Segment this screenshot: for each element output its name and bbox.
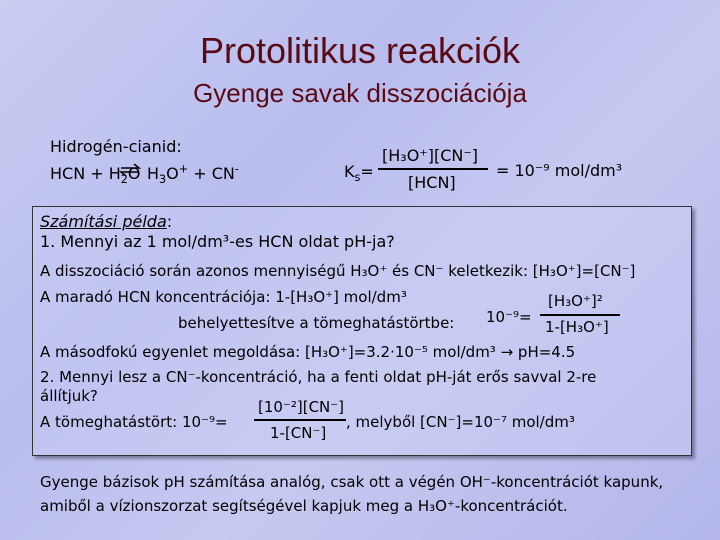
equilibrium-arrow-icon — [119, 162, 141, 178]
line-1: A disszociáció során azonos mennyiségű H₃O⁺ és CN⁻ keletkezik: [H₃O⁺]=[CN⁻] — [40, 262, 636, 280]
line-3: behelyettesítve a tömeghatástörtbe: — [178, 314, 455, 332]
question-2b: állítjuk? — [40, 387, 98, 405]
reaction-left: HCN + $H_2O$ — [50, 164, 141, 187]
footer-line-1: Gyenge bázisok pH számítása analóg, csak ott a végén OH⁻-koncentrációt kapunk, — [40, 473, 664, 491]
fraction1-line — [540, 314, 620, 316]
ks-denominator: [HCN] — [408, 173, 456, 192]
line-2: A maradó HCN koncentrációja: 1-[H₃O⁺] mol/dm³ — [40, 288, 407, 306]
question-2a: 2. Mennyi lesz a CN⁻-koncentráció, ha a fenti oldat pH-ját erős savval 2-re — [40, 368, 597, 386]
line-4: A másodfokú egyenlet megoldása: [H₃O⁺]=3.2·10⁻⁵ mol/dm³ → pH=4.5 — [40, 343, 576, 361]
ks-label: $K_s=$ — [344, 162, 374, 185]
question-1: 1. Mennyi az 1 mol/dm³-es HCN oldat pH-ja? — [40, 232, 395, 251]
fraction2-line — [254, 419, 346, 421]
line-5-tail: , melyből [CN⁻]=10⁻⁷ mol/dm³ — [346, 413, 575, 431]
example-heading: Számítási példa: — [40, 212, 173, 231]
ks-numerator: [H₃O⁺][CN⁻] — [382, 146, 479, 165]
fraction1-denominator: 1-[H₃O⁺] — [545, 318, 609, 336]
slide-subtitle: Gyenge savak disszociációja — [193, 78, 527, 108]
compound-label: Hidrogén-cianid: — [50, 137, 182, 156]
fraction1-numerator: [H₃O⁺]² — [548, 292, 603, 310]
ks-value: = 10⁻⁹ mol/dm³ — [496, 161, 623, 180]
fraction1-left: 10⁻⁹= — [486, 308, 532, 326]
fraction2-denominator: 1-[CN⁻] — [270, 424, 327, 442]
reaction-right: $H_3O^+ + CN^-$ — [147, 162, 239, 187]
fraction2-numerator: [10⁻²][CN⁻] — [258, 398, 345, 416]
footer-line-2: amiből a vízionszorzat segítségével kapjuk meg a H₃O⁺-koncentrációt. — [40, 497, 568, 515]
slide-title: Protolitikus reakciók — [199, 30, 521, 71]
ks-fraction-line — [378, 168, 488, 170]
line-5: A tömeghatástört: 10⁻⁹= — [40, 413, 228, 431]
